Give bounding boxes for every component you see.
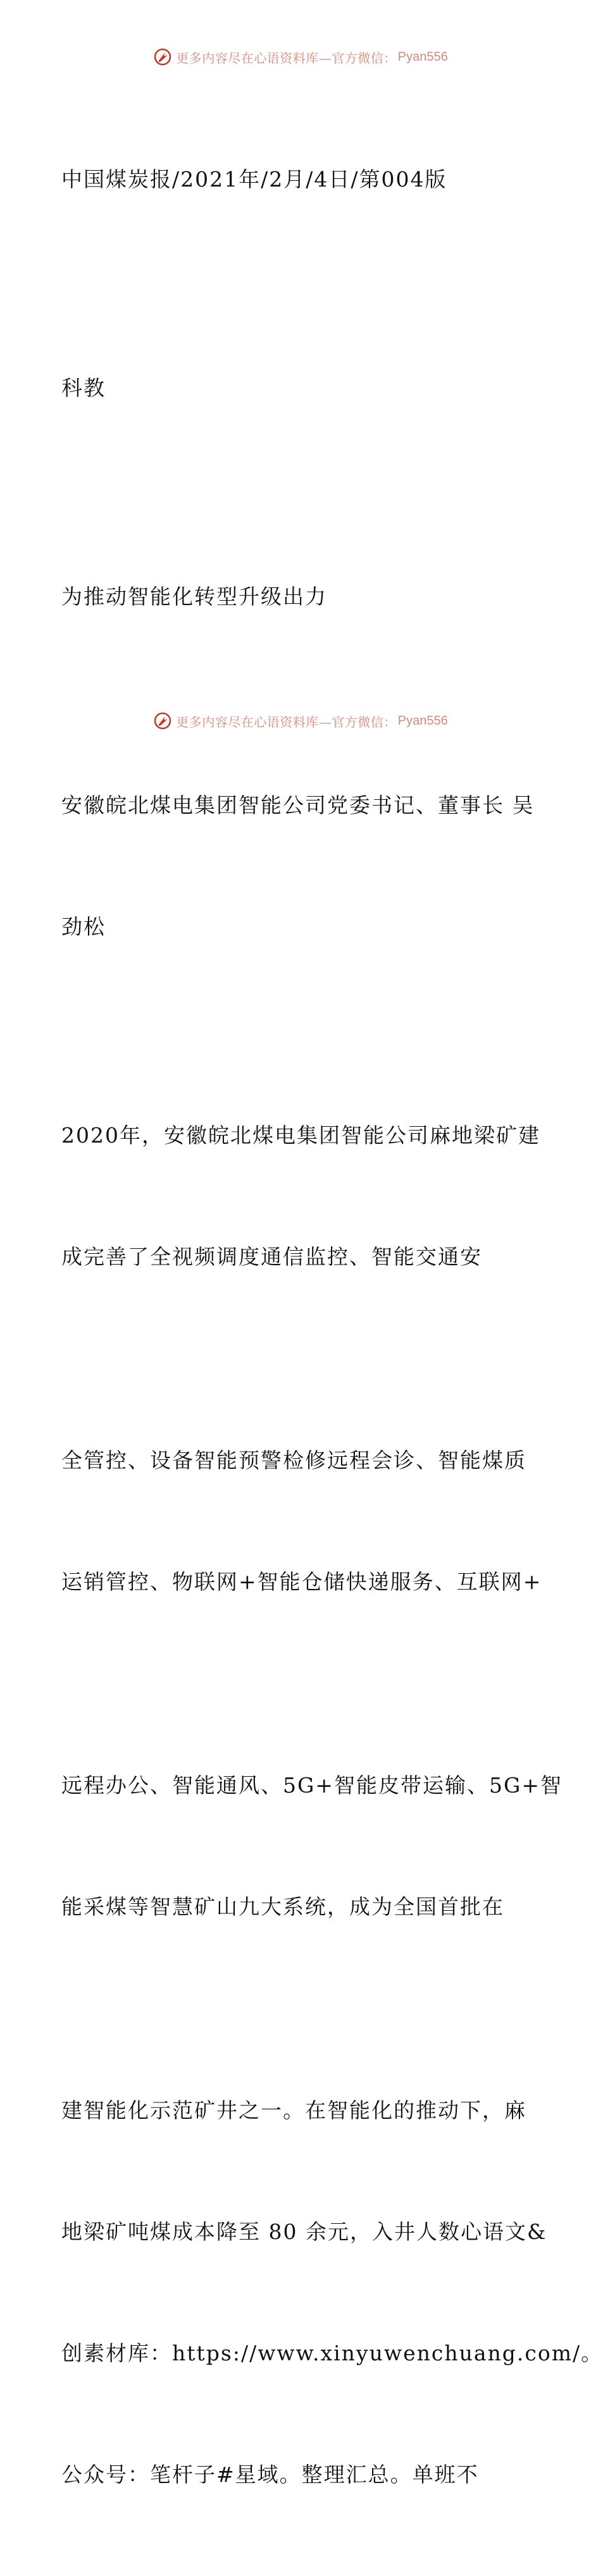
- paragraph-3: [61, 1684, 563, 2008]
- paragraph-2: [61, 1359, 542, 1683]
- watermark-text: 更多内容尽在心语资料库—官方微信：: [176, 50, 397, 66]
- document-body: [61, 77, 603, 2576]
- paragraph-3-line-2: 能采煤等智慧矿山九大系统，成为全国首批在: [61, 1894, 504, 1919]
- source-line: [61, 78, 536, 281]
- paragraph-4-line-1: 建智能化示范矿井之一。在智能化的推动下，麻: [61, 2098, 526, 2123]
- section-label-text: 科教: [61, 376, 106, 400]
- source-line-text: 中国煤炭报/2021年/2月/4日/第004版: [61, 167, 447, 192]
- paragraph-1-line-1: 2020年，安徽皖北煤电集团智能公司麻地梁矿建: [61, 1123, 540, 1148]
- author-line-2: 劲松: [61, 914, 106, 939]
- paragraph-4: [61, 2009, 603, 2576]
- header-watermark: [0, 46, 601, 68]
- author-line-1: 安徽皖北煤电集团智能公司党委书记、董事长 吴: [61, 793, 535, 818]
- watermark-text: 更多内容尽在心语资料库—官方微信：: [176, 714, 397, 730]
- paragraph-2-line-2: 运销管控、物联网+智能仓储快递服务、互联网+: [61, 1569, 542, 1594]
- article-title-text: 为推动智能化转型升级出力: [61, 584, 327, 609]
- watermark-wechat-id: Pyan556: [397, 713, 448, 728]
- paragraph-1-line-2: 成完善了全视频调度通信监控、智能交通安: [61, 1244, 482, 1269]
- paragraph-2-line-1: 全管控、设备智能预警检修远程会诊、智能煤质: [61, 1448, 526, 1473]
- article-title: [61, 496, 536, 698]
- pen-nib-logo-icon: [153, 711, 172, 730]
- paragraph-4-line-2: 地梁矿吨煤成本降至 80 余元，入井人数心语文&: [61, 2219, 547, 2244]
- author-line: [61, 704, 536, 1028]
- paragraph-4-line-3: 创素材库：https://www.xinyuwenchuang.com/。: [61, 2341, 603, 2365]
- footer-watermark: [0, 709, 601, 732]
- section-label: [61, 287, 536, 489]
- watermark-wechat-id: Pyan556: [397, 49, 448, 64]
- paragraph-4-line-4: 公众号：笔杆子#星域。整理汇总。单班不: [61, 2462, 479, 2487]
- pen-nib-logo-icon: [153, 47, 172, 66]
- paragraph-1: [61, 1034, 540, 1358]
- paragraph-3-line-1: 远程办公、智能通风、5G+智能皮带运输、5G+智: [61, 1773, 563, 1798]
